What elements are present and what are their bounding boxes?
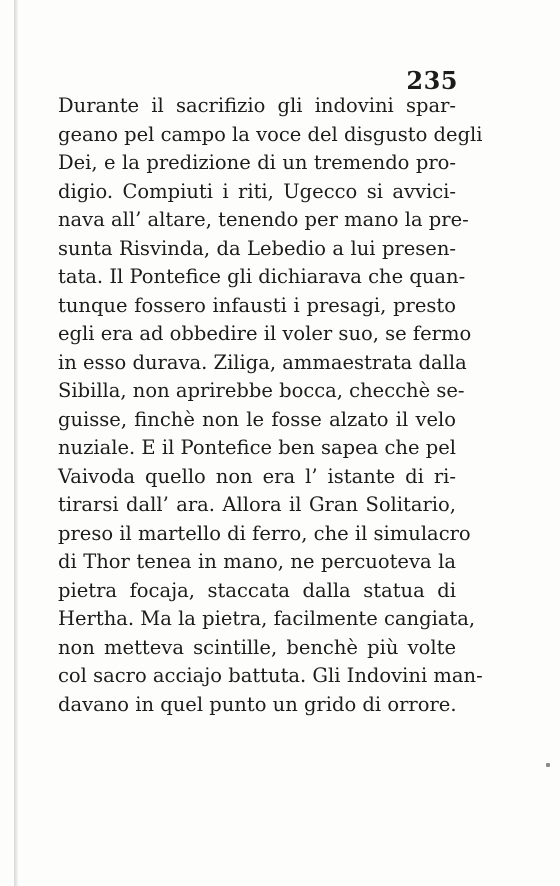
text-line: pietra focaja, staccata dalla statua di xyxy=(58,578,456,602)
page-number: 235 xyxy=(406,66,458,95)
page-gutter-edge xyxy=(14,0,18,886)
text-line: in esso durava. Ziliga, ammaestrata dalla xyxy=(58,350,467,374)
body-text xyxy=(58,92,483,719)
text-line: tata. Il Pontefice gli dichiarava che quan- xyxy=(58,265,466,288)
text-line: tirarsi dall’ ara. Allora il Gran Solitario, xyxy=(58,493,456,516)
text-line: nuziale. E il Pontefice ben sapea che pel xyxy=(58,436,456,459)
text-line: di Thor tenea in mano, ne percuoteva la xyxy=(58,550,456,573)
text-line: geano pel campo la voce del disgusto degli xyxy=(58,122,483,146)
text-line: non metteva scintille, benchè più volte xyxy=(58,635,456,659)
text-line: col sacro acciajo battuta. Gli Indovini man- xyxy=(58,664,483,687)
text-line: Durante il sacrifizio gli indovini spar- xyxy=(58,94,456,117)
paper-speck xyxy=(546,763,550,767)
text-line: Vaivoda quello non era l’ istante di ri- xyxy=(58,464,456,488)
text-line: tunque fossero infausti i presagi, presto xyxy=(58,293,456,317)
text-line: preso il martello di ferro, che il simulacro xyxy=(58,521,471,545)
text-line: sunta Risvinda, da Lebedio a lui presen- xyxy=(58,236,456,260)
text-line: guisse, finchè non le fosse alzato il velo xyxy=(58,407,456,431)
text-line: Sibilla, non aprirebbe bocca, checchè se- xyxy=(58,379,465,402)
text-line: egli era ad obbedire il voler suo, se fermo xyxy=(58,322,472,345)
text-line: digio. Compiuti i riti, Ugecco si avvici- xyxy=(58,179,456,203)
text-line: nava all’ altare, tenendo per mano la pre- xyxy=(58,208,469,231)
text-line: davano in quel punto un grido di orrore. xyxy=(58,692,457,716)
text-line: Dei, e la predizione di un tremendo pro- xyxy=(58,151,456,174)
text-line: Hertha. Ma la pietra, facilmente cangiata, xyxy=(58,607,476,630)
